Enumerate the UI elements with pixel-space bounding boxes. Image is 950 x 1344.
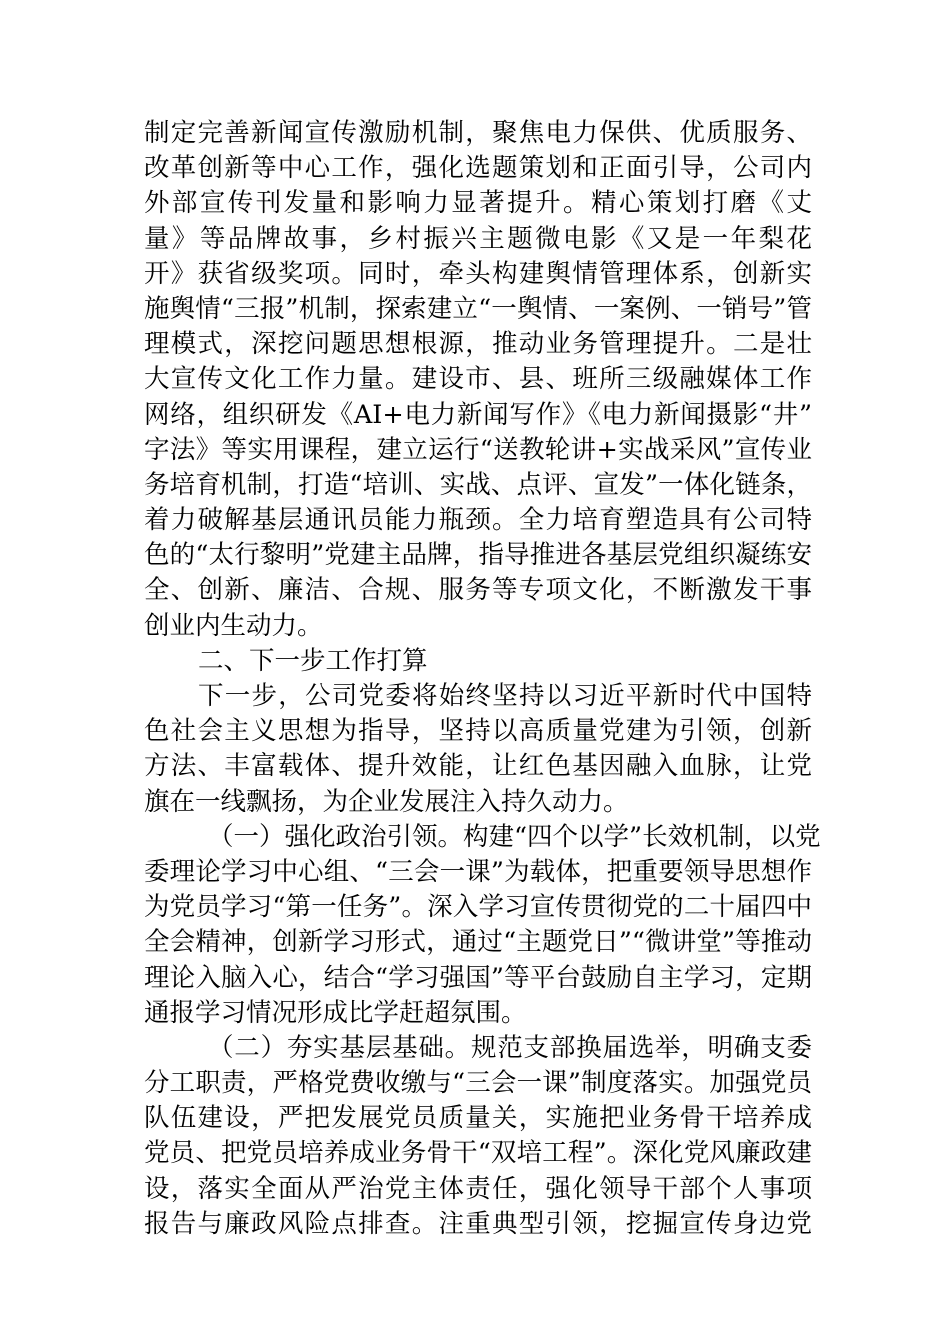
text-line: （一）强化政治引领。构建“四个以学”长效机制，以党 bbox=[208, 821, 821, 852]
text-line: 色的“太行黎明”党建主品牌，指导推进各基层党组织凝练安 bbox=[144, 540, 812, 571]
text-line: 着力破解基层通讯员能力瓶颈。全力培育塑造具有公司特 bbox=[144, 505, 812, 536]
text-line: 务培育机制，打造“培训、实战、点评、宣发”一体化链条， bbox=[144, 469, 812, 500]
text-line: 队伍建设，严把发展党员质量关，实施把业务骨干培养成 bbox=[144, 1103, 812, 1134]
text-line: 设，落实全面从严治党主体责任，强化领导干部个人事项 bbox=[144, 1173, 812, 1204]
paragraph-political-guidance bbox=[144, 820, 821, 1031]
text-line: 报告与廉政风险点排查。注重典型引领，挖掘宣传身边党 bbox=[144, 1208, 812, 1239]
text-line: 全、创新、廉洁、合规、服务等专项文化，不断激发干事 bbox=[144, 575, 812, 606]
text-line: 创业内生动力。 bbox=[144, 610, 323, 641]
document-body bbox=[144, 116, 821, 1242]
text-line: 党员、把党员培养成业务骨干“双培工程”。深化党风廉政建 bbox=[144, 1138, 812, 1169]
text-line: 字法》等实用课程，建立运行“送教轮讲+实战采风”宣传业 bbox=[144, 434, 812, 465]
text-line: 制定完善新闻宣传激励机制，聚焦电力保供、优质服务、 bbox=[144, 118, 812, 148]
text-line: 施舆情“三报”机制，探索建立“一舆情、一案例、一销号”管 bbox=[144, 293, 812, 324]
text-line: 大宣传文化工作力量。建设市、县、班所三级融媒体工作 bbox=[144, 364, 812, 395]
text-line: 旗在一线飘扬，为企业发展注入持久动力。 bbox=[144, 786, 629, 817]
heading-next-steps: 二、下一步工作打算 bbox=[198, 645, 428, 676]
text-line: 全会精神，创新学习形式，通过“主题党日”“微讲堂”等推动 bbox=[144, 927, 812, 958]
text-line: 理模式，深挖问题思想根源，推动业务管理提升。二是壮 bbox=[144, 329, 812, 360]
text-line: （二）夯实基层基础。规范支部换届选举，明确支委 bbox=[208, 1032, 812, 1063]
paragraph-grassroots-foundation bbox=[144, 1031, 812, 1242]
text-line: 为党员学习“第一任务”。深入学习宣传贯彻党的二十届四中 bbox=[144, 892, 812, 923]
text-line: 方法、丰富载体、提升效能，让红色基因融入血脉，让党 bbox=[144, 751, 812, 782]
text-line: 量》等品牌故事，乡村振兴主题微电影《又是一年梨花 bbox=[144, 223, 812, 254]
paragraph-next-steps-intro bbox=[144, 679, 812, 820]
text-line: 开》获省级奖项。同时，牵头构建舆情管理体系，创新实 bbox=[144, 258, 812, 289]
section-heading bbox=[144, 644, 812, 679]
text-line: 网络，组织研发《AI+电力新闻写作》《电力新闻摄影“井” bbox=[144, 399, 812, 430]
text-line: 改革创新等中心工作，强化选题策划和正面引导，公司内 bbox=[144, 153, 812, 184]
text-line: 外部宣传刊发量和影响力显著提升。精心策划打磨《丈 bbox=[144, 188, 812, 219]
text-line: 分工职责，严格党费收缴与“三会一课”制度落实。加强党员 bbox=[144, 1068, 812, 1099]
text-line: 理论入脑入心，结合“学习强国”等平台鼓励自主学习，定期 bbox=[144, 962, 812, 993]
text-line: 下一步，公司党委将始终坚持以习近平新时代中国特 bbox=[198, 681, 812, 711]
text-line: 色社会主义思想为指导，坚持以高质量党建为引领，创新 bbox=[144, 716, 812, 747]
paragraph-achievements bbox=[144, 116, 812, 644]
text-line: 通报学习情况形成比学赶超氛围。 bbox=[144, 997, 527, 1028]
text-line: 委理论学习中心组、“三会一课”为载体，把重要领导思想作 bbox=[144, 856, 812, 887]
